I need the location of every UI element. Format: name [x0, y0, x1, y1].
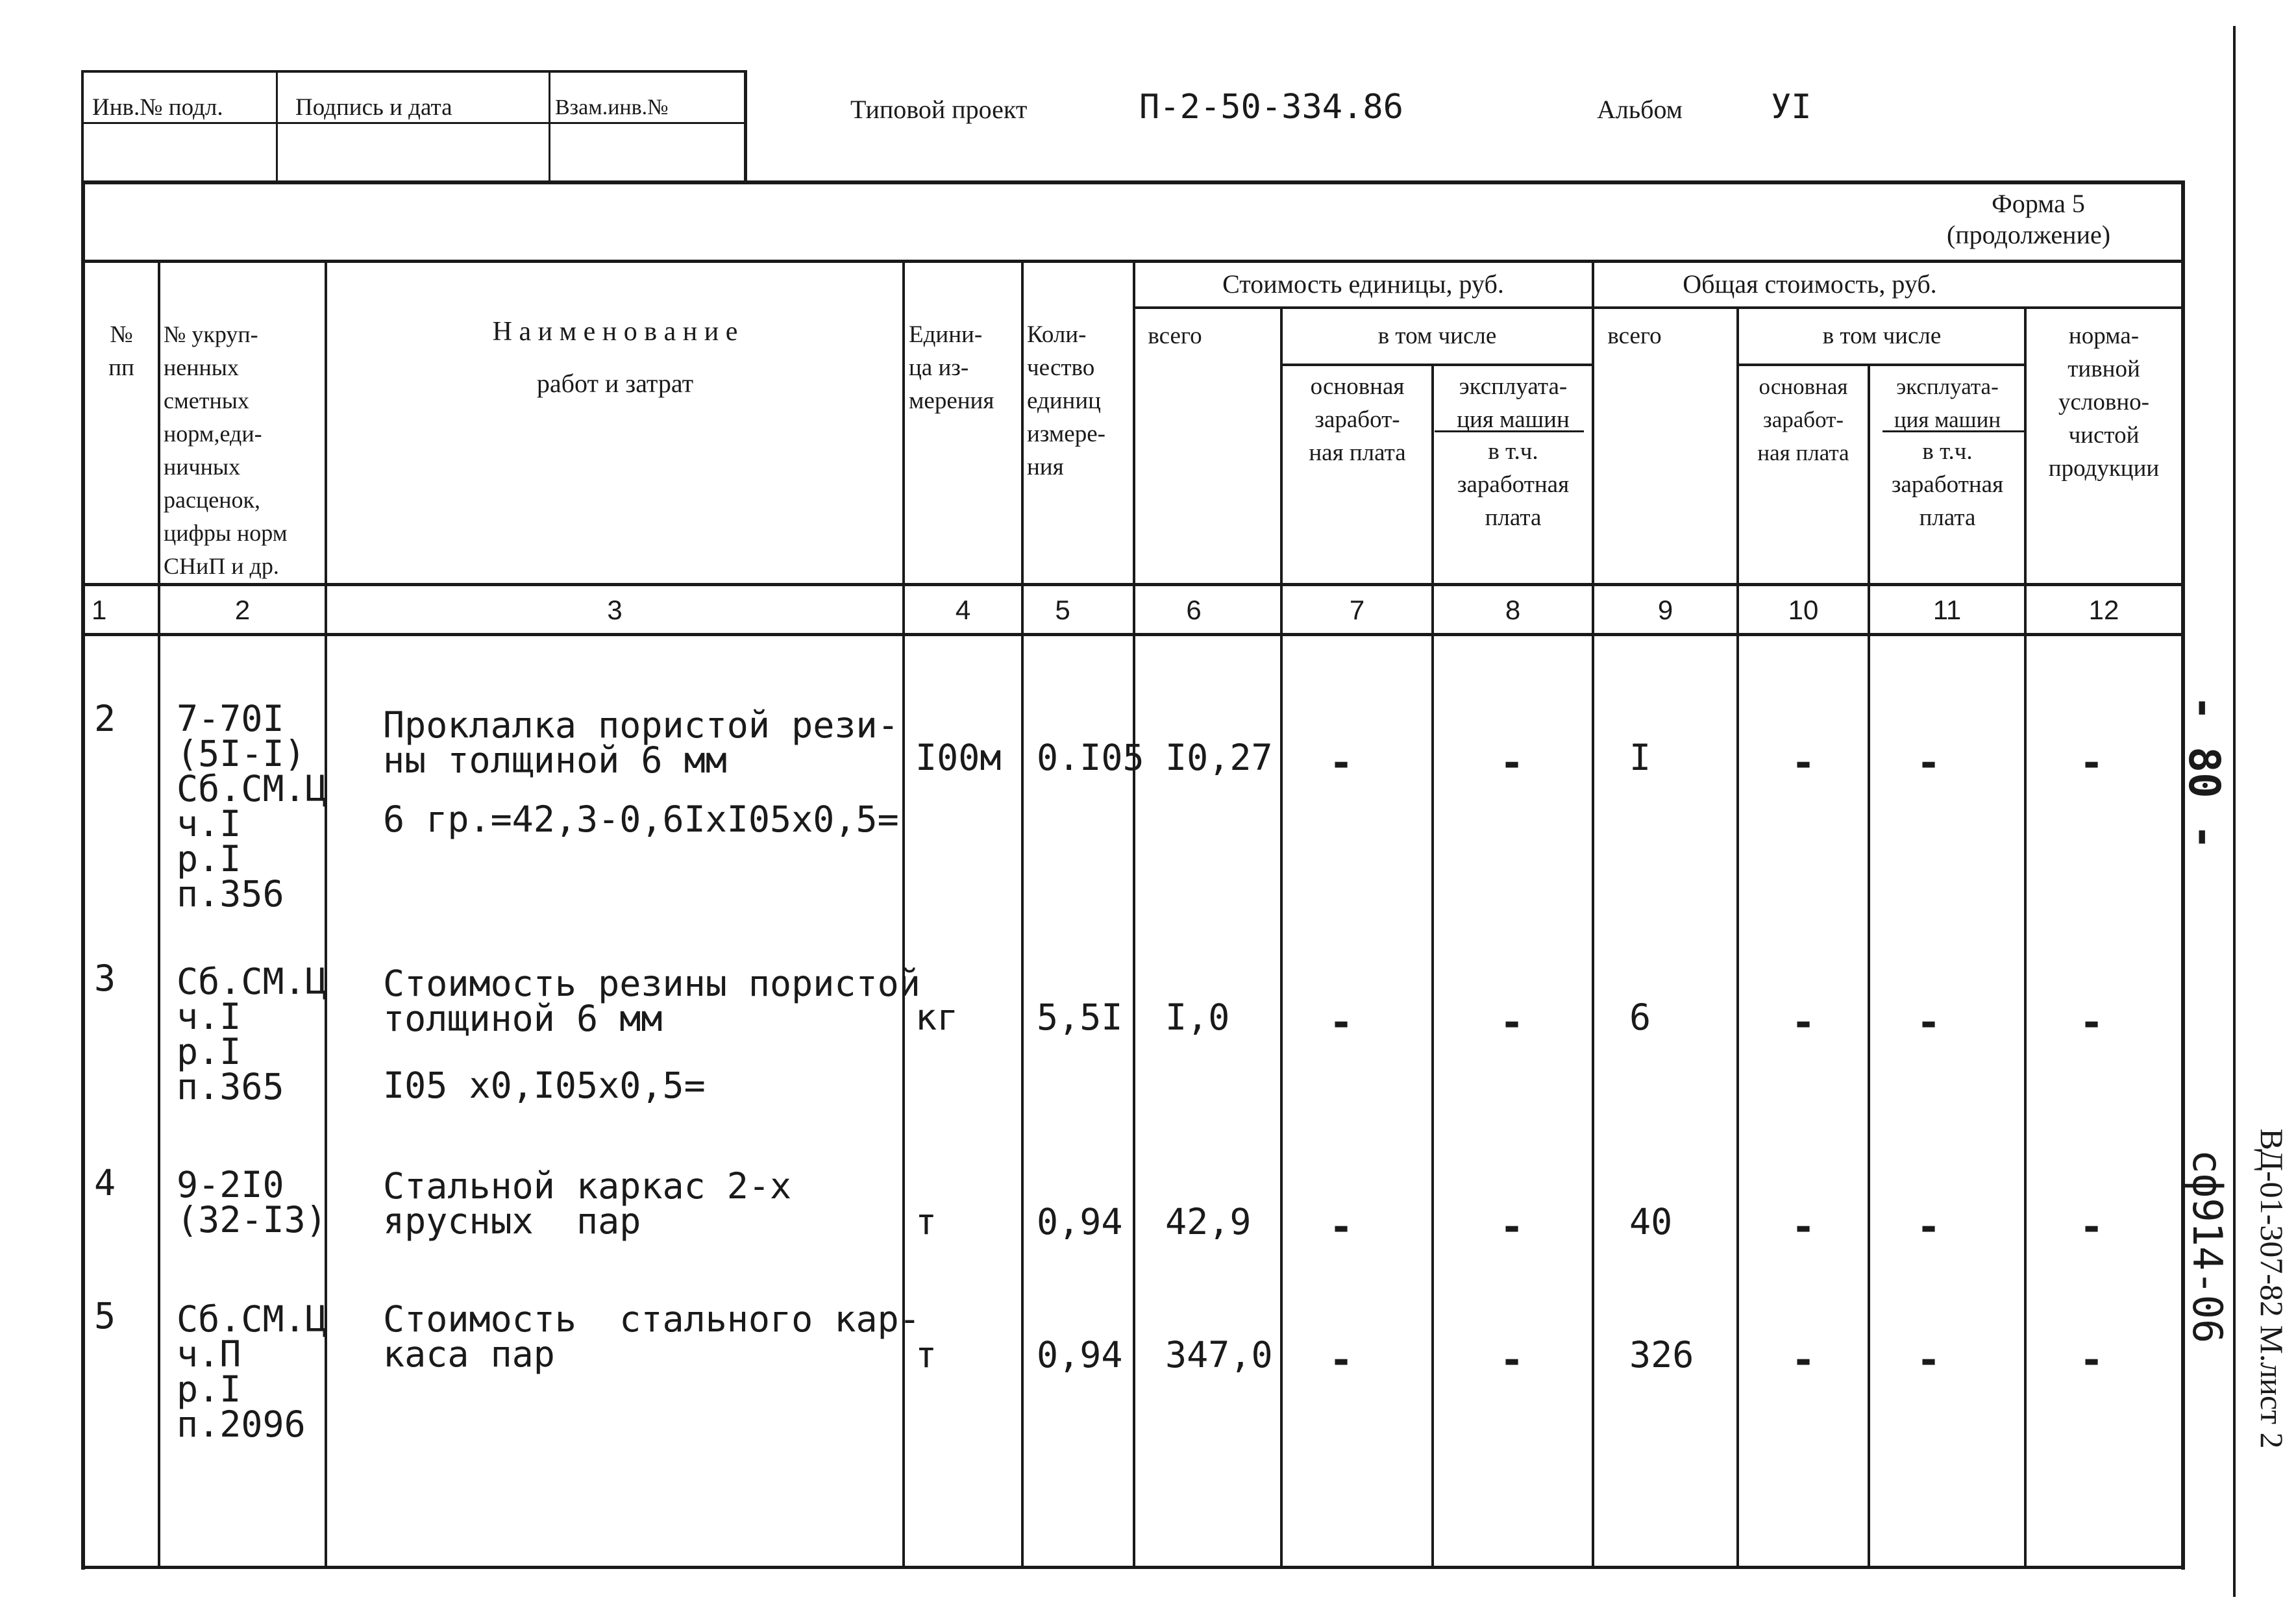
total-basic-wage: - — [1791, 998, 1816, 1046]
header-unit-machines-wage: в т.ч. заработная плата — [1457, 438, 1570, 531]
form-number: Форма 5 — [1992, 189, 2085, 218]
col-num-2: 2 — [234, 595, 251, 625]
header-name: Н а и м е н о в а н и е — [492, 317, 738, 347]
col-num-7: 7 — [1349, 595, 1365, 625]
normative-product: - — [2079, 1336, 2104, 1383]
header-unit-machines: эксплуата- ция машин — [1457, 373, 1570, 433]
header-total-machines-wage: в т.ч. заработная плата — [1891, 438, 2004, 531]
header-total-total: всего — [1607, 323, 1662, 349]
stamp-inv-podl: Инв.№ подл. — [92, 94, 223, 121]
header-unit-incl: в том числе — [1377, 323, 1497, 349]
quantity: 5,5I — [1037, 996, 1123, 1038]
total-machine-wage: - — [1916, 998, 1941, 1046]
header-unit-total: всего — [1148, 323, 1202, 349]
sheet-reference: ВД-01-307-82 М.лист 2 — [2254, 1128, 2290, 1449]
work-name: Проклалка пористой рези- ны толщиной 6 мм — [383, 704, 899, 781]
col-num-6: 6 — [1186, 595, 1202, 625]
normative-product: - — [2079, 1203, 2104, 1250]
unit-price: I0,27 — [1165, 737, 1273, 778]
header-unit: Едини- ца из- мерения — [909, 321, 994, 414]
quantity: 0,94 — [1037, 1201, 1123, 1242]
header-total-basic-wage: основная заработ- ная плата — [1757, 374, 1849, 465]
row-number: 5 — [94, 1295, 116, 1337]
unit-price: 42,9 — [1165, 1201, 1252, 1242]
header-total-incl: в том числе — [1822, 323, 1942, 349]
header-total-machines: эксплуата- ция машин — [1894, 374, 2001, 432]
total-basic-wage: - — [1791, 739, 1816, 786]
row-number: 4 — [94, 1162, 116, 1204]
total-cost: 326 — [1629, 1334, 1694, 1376]
form-continuation: (продолжение) — [1946, 220, 2111, 249]
unit-basic-wage: - — [1329, 1203, 1353, 1250]
album-label: Альбом — [1597, 95, 1683, 124]
work-name: Стоимость стального кар- каса пар — [383, 1298, 920, 1375]
col-num-9: 9 — [1657, 595, 1673, 625]
header-norm-code: № укруп- ненных сметных норм,еди- ничных расценок, цифры норм СНиП и др. — [164, 321, 288, 579]
unit-machine-wage: - — [1500, 1336, 1524, 1383]
unit-basic-wage: - — [1329, 1336, 1353, 1383]
header-unit-basic-wage: основная заработ- ная плата — [1309, 373, 1406, 466]
unit: т — [915, 1201, 937, 1242]
normative-product: - — [2079, 739, 2104, 786]
header-unit-cost: Стоимость единицы, руб. — [1222, 269, 1504, 299]
total-machine-wage: - — [1916, 1336, 1941, 1383]
col-num-12: 12 — [2088, 595, 2119, 625]
unit-machine-wage: - — [1500, 1203, 1524, 1250]
archive-code: сф914-06 — [2184, 1149, 2231, 1344]
total-basic-wage: - — [1791, 1336, 1816, 1383]
unit-machine-wage: - — [1500, 739, 1524, 786]
col-num-1: 1 — [92, 595, 107, 625]
stamp-podpis-data: Подпись и дата — [295, 94, 452, 121]
col-num-3: 3 — [607, 595, 623, 625]
unit: т — [915, 1334, 937, 1376]
unit: кг — [915, 996, 959, 1038]
page-number: - 80 - — [2179, 695, 2229, 850]
norm-code: Сб.СМ.Ц ч.I р.I п.365 — [177, 961, 327, 1107]
total-machine-wage: - — [1916, 1203, 1941, 1250]
header-normative-product: норма- тивной условно- чистой продукции — [2048, 323, 2160, 482]
work-calc: 6 гр.=42,3-0,6IxI05x0,5= — [383, 798, 899, 840]
row-number: 3 — [94, 957, 116, 999]
unit-price: 347,0 — [1165, 1334, 1273, 1376]
unit-machine-wage: - — [1500, 998, 1524, 1046]
unit: I00м — [915, 737, 1002, 778]
header-name-sub: работ и затрат — [536, 369, 694, 398]
work-name: Стоимость резины пористой толщиной 6 мм — [383, 963, 920, 1039]
project-number: П-2-50-334.86 — [1139, 88, 1403, 127]
work-calc: I05 x0,I05x0,5= — [383, 1065, 706, 1106]
col-num-4: 4 — [955, 595, 971, 625]
header-row-number: № пп — [108, 321, 134, 381]
album-number: УI — [1771, 88, 1812, 127]
unit-price: I,0 — [1165, 996, 1230, 1038]
header-total-cost: Общая стоимость, руб. — [1683, 269, 1937, 299]
total-cost: 6 — [1629, 996, 1651, 1038]
normative-product: - — [2079, 998, 2104, 1046]
col-num-10: 10 — [1788, 595, 1819, 625]
work-name: Стальной каркас 2-х ярусных пар — [383, 1165, 792, 1242]
total-basic-wage: - — [1791, 1203, 1816, 1250]
total-cost: I — [1629, 737, 1651, 778]
quantity: 0,94 — [1037, 1334, 1123, 1376]
unit-basic-wage: - — [1329, 739, 1353, 786]
total-cost: 40 — [1629, 1201, 1673, 1242]
col-num-8: 8 — [1505, 595, 1521, 625]
norm-code: 9-2I0 (32-I3) — [177, 1164, 327, 1241]
quantity: 0.I05 — [1037, 737, 1144, 778]
col-num-5: 5 — [1055, 595, 1070, 625]
col-num-11: 11 — [1932, 595, 1962, 625]
unit-basic-wage: - — [1329, 998, 1353, 1046]
norm-code: 7-70I (5I-I) Сб.СМ.Ц ч.I р.I п.356 — [177, 698, 327, 915]
stamp-vzam-inv: Взам.инв.№ — [555, 95, 669, 119]
row-number: 2 — [94, 698, 116, 739]
header-quantity: Коли- чество единиц измере- ния — [1027, 321, 1105, 480]
total-machine-wage: - — [1916, 739, 1941, 786]
typical-project-label: Типовой проект — [850, 95, 1028, 124]
norm-code: Сб.СМ.Ц ч.П р.I п.2096 — [177, 1298, 327, 1445]
